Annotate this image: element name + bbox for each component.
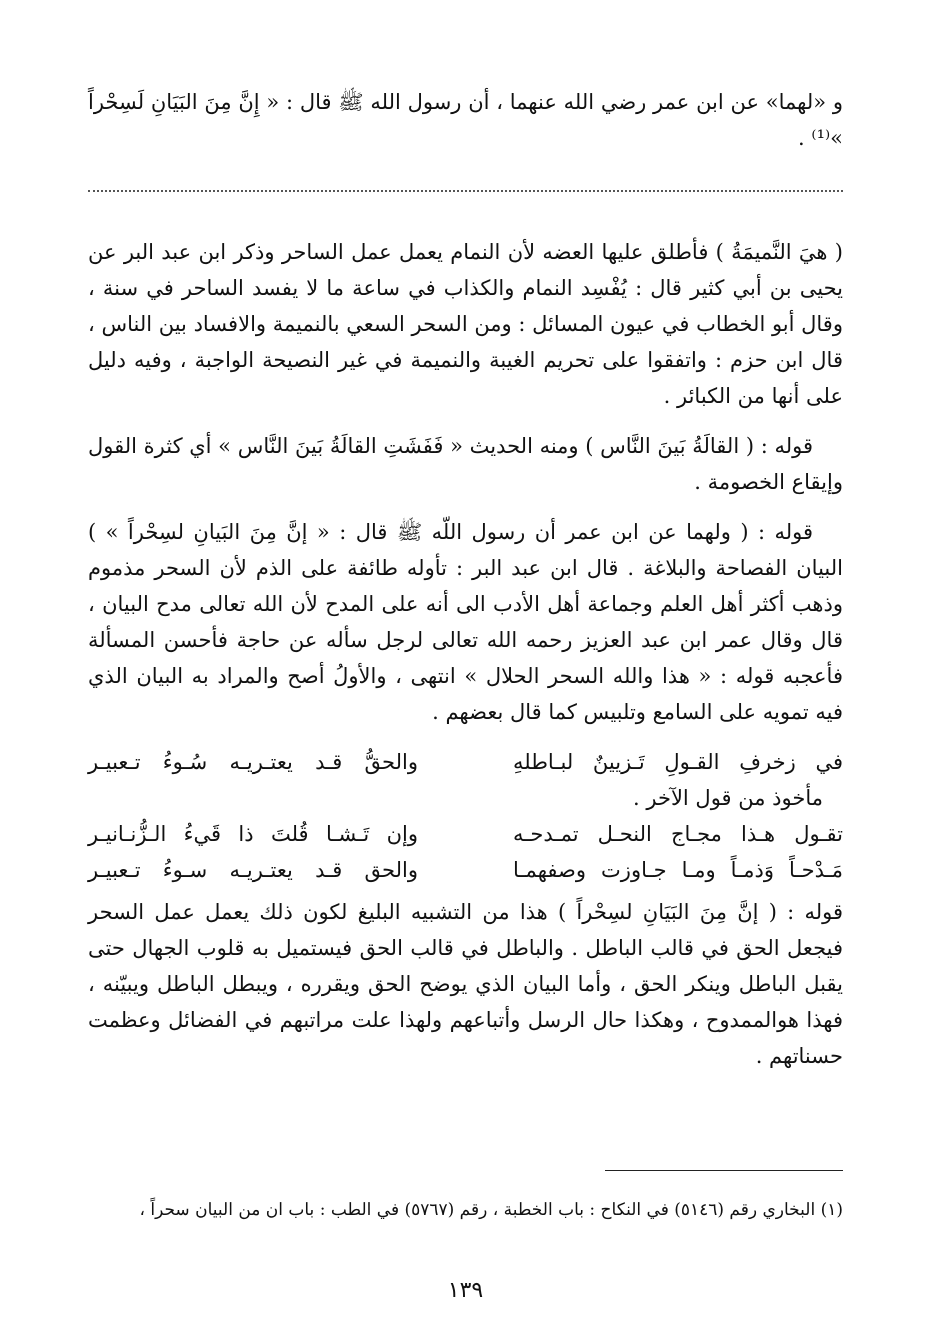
commentary-paragraph-1: ( هيَ النَّميمَةُ ) فأطلق عليها العضه لأن النمام يعمل عمل الساحر وذكر ابن عبد البر عن يحيى بن أبي كثير قال : يُفْسِد النمام والكذاب في ساعة ما لا يفسد الساحر في سنة ، وقال أبو الخطاب في عيون المسائل : ومن السحر السعي بالنميمة والافساد بين الناس ، قال ابن حزم : واتفقوا على تحريم الغيبة والنميمة في غير النصيحة الواجبة ، وفيه دليل على أنها من الكبائر . [88,240,843,408]
poem-verse-3-second-hemistich: والحق قـد يعتـريـه سـوءُ تـعبيـر [88,858,418,882]
footnote-divider [605,1170,843,1171]
hadith-quote-text: و «لهما» عن ابن عمر رضي الله عنهما ، أن رسول الله ﷺ قال : « إِنَّ مِنَ البَيَانِ لَسِحْراً »⁽¹⁾ . [88,90,843,150]
commentary-paragraph-4: قوله : ( إنَّ مِنَ البَيَانِ لسِحْراً ) هذا من التشبيه البليغ لكون ذلك يعمل عمل السحر فيجعل الحق في قالب الباطل . والباطل في قالب الحق فيستميل به قلوب الجهال حتى يقبل الباطل وينكر الحق ، وأما البيان الذي يوضح الحق ويقرره ، ويبطل الباطل ويبيّنه ، فهذا هوالممدوح ، وهكذا حال الرسل وأتباعهم ولهذا علت مراتبهم في الفضائل وعظمت حسناتهم . [88,900,843,1068]
hadith-quote [88,84,843,156]
poem-verse-1-second-hemistich: والحقُّ قـد يعتـريـه سُـوءُ تـعبيـر [88,750,418,774]
poem-verse-2-second-hemistich: وإن تَـشـا قُلتَ ذا قَيءُ الـزُّنـانيـر [88,822,418,846]
page-number: ١٣٩ [447,1278,484,1303]
poem-verse-2 [88,816,843,852]
commentary-paragraph-2: قوله : ( القالَةُ بَينَ النَّاس ) ومنه الحديث « فَفَشَتِ القالَةُ بَينَ النَّاس » أي كثرة القول وإيقاع الخصومة . [88,434,843,494]
section-divider [88,190,843,192]
commentary-paragraph-3: قوله : ( ولهما عن ابن عمر أن رسول اللّه ﷺ قال : « إنَّ مِنَ البَيانِ لسِحْراً » ) البيان الفصاحة والبلاغة . قال ابن عبد البر : تأوله طائفة على الذم لأن السحر مذموم وذهب أكثر أهل العلم وجماعة أهل الأدب الى أنه على المدح لأن الله تعالى مدح البيان ، قال وقال عمر ابن عبد العزيز رحمه الله تعالى لرجل سأله عن حاجة فأحسن المسألة فأعجبه قوله : « هذا والله السحر الحلال » انتهى ، والأولُ أصح والمراد به البيان الذي فيه تمويه على السامع وتلبيس كما قال بعضهم . [88,520,843,724]
poem-source-note: مأخوذ من قول الآخر . [633,786,823,810]
poem-verse-1 [88,744,843,780]
poem-verse-3 [88,852,843,888]
poem-verse-2-first-hemistich: تقـول هـذا مجـاج النحـل تمـدحـه [513,822,843,846]
footnote: (١) البخاري رقم (٥١٤٦) في النكاح : باب الخطبة ، رقم (٥٧٦٧) في الطب : باب ان من البيان سحراً ، [139,1200,843,1220]
poem-verse-1-first-hemistich: في زخرفِ القـولِ تَـزيينٌ لبـاطلهِ [513,750,843,774]
poem-verse-3-first-hemistich: مَـدْحـاً وَذمـاً ومـا جـاوزت وصفهمـا [513,858,843,882]
poem [88,744,843,888]
commentary-section [88,234,843,1088]
